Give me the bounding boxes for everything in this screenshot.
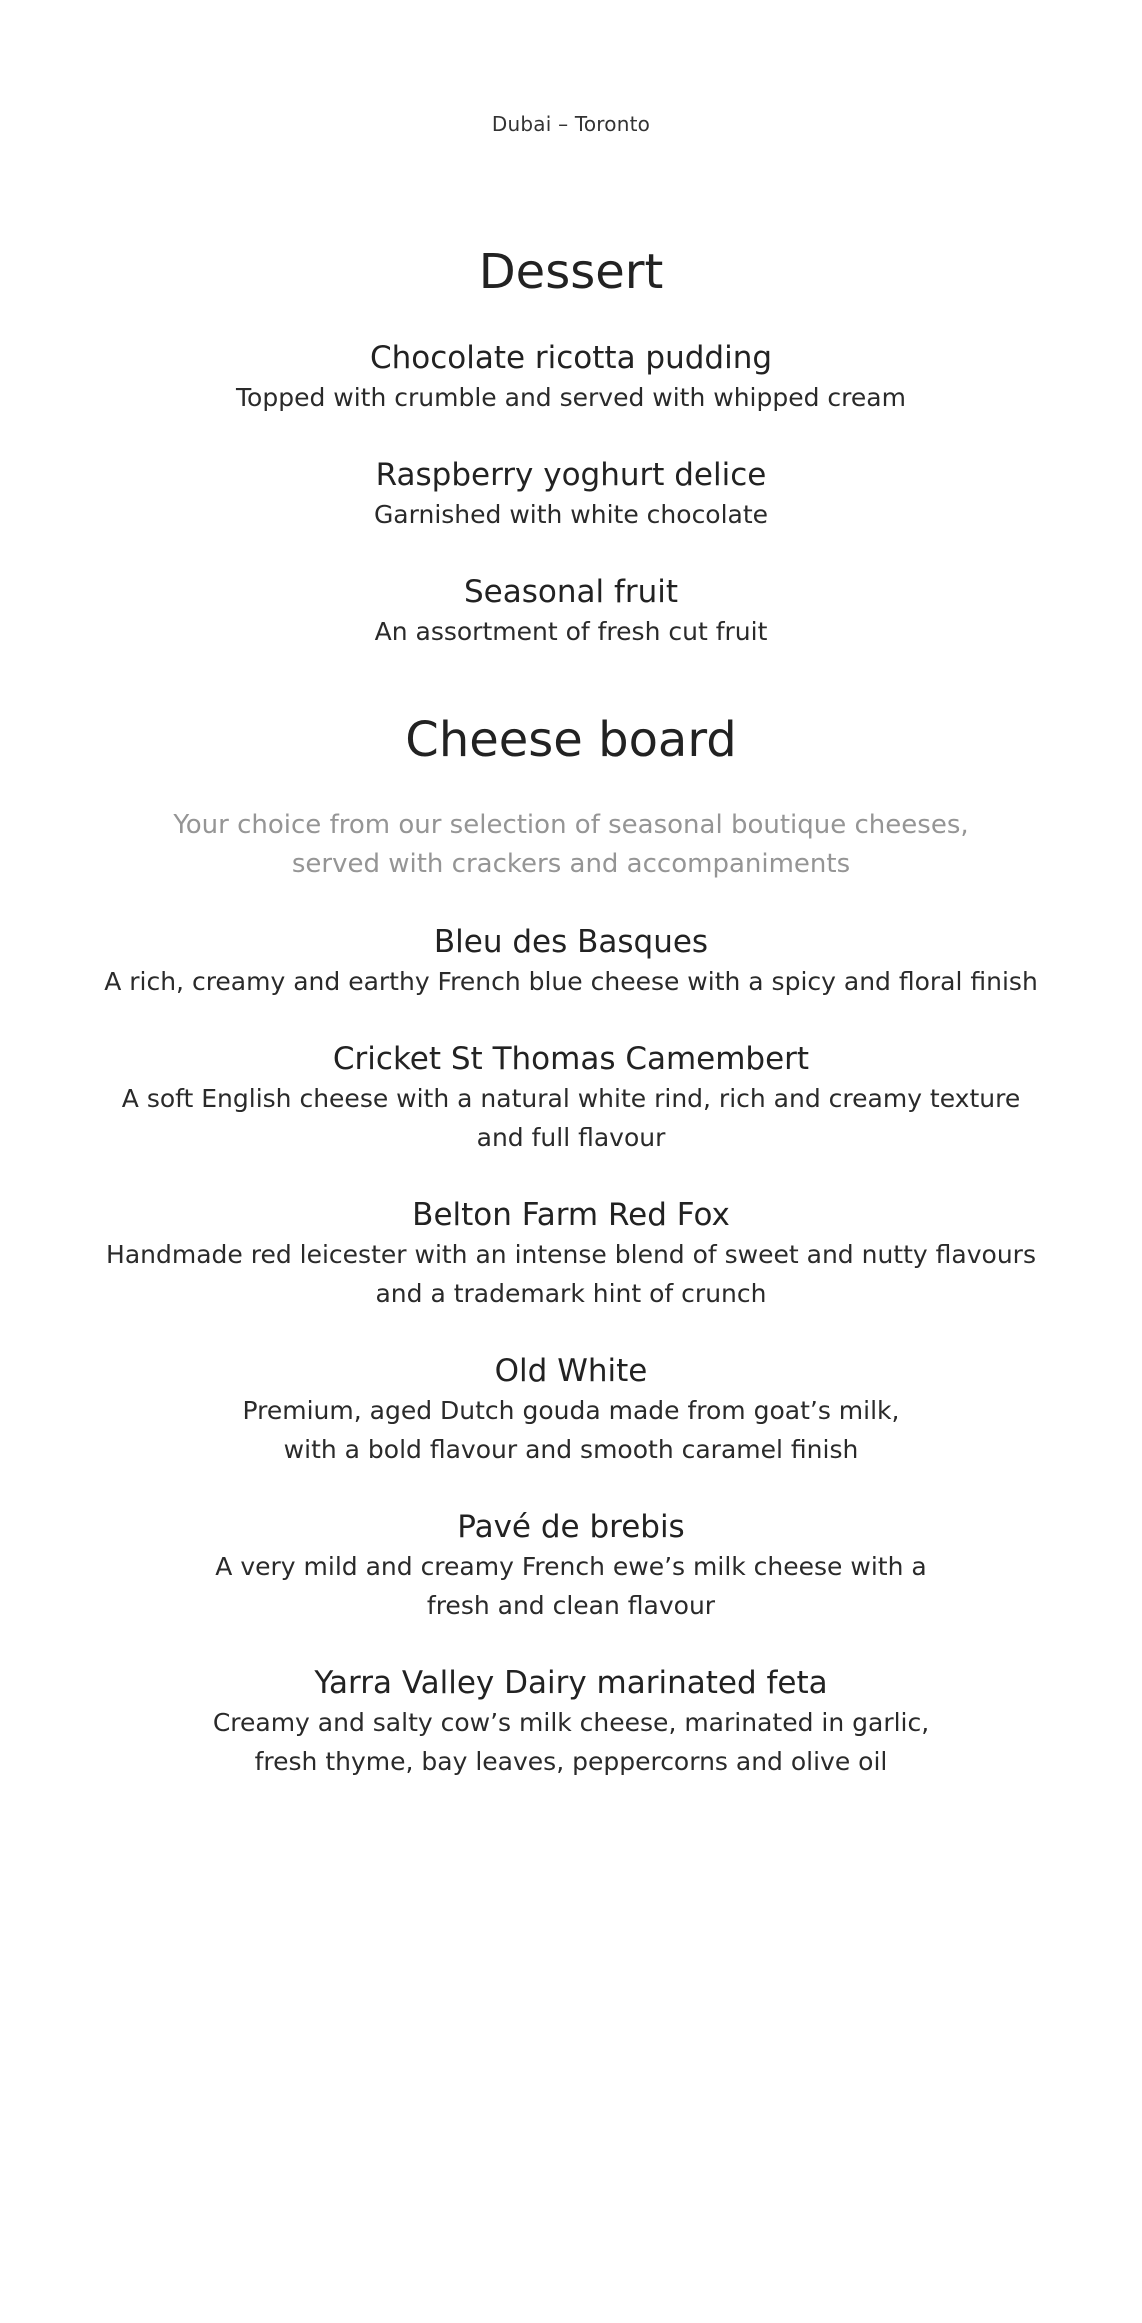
item-name: Cricket St Thomas Camembert [332,1041,810,1077]
item-description [0,1079,1142,1157]
intro-line: served with crackers and accompaniments [291,849,851,879]
description-line: Handmade red leicester with an intense blend of sweet and nutty flavours [106,1240,1036,1269]
item-description [0,1391,1142,1469]
description-line: A rich, creamy and earthy French blue cheese with a spicy and floral finish [104,967,1038,996]
description-line: Premium, aged Dutch gouda made from goat’s milk, [242,1396,900,1425]
dessert-item [0,572,1142,651]
item-description [0,495,1142,534]
item-description [0,1703,1142,1781]
cheese-board-title: Cheese board [405,712,737,768]
description-line: and a trademark hint of crunch [375,1279,767,1308]
item-description [0,1235,1142,1313]
item-name: Pavé de brebis [457,1509,685,1545]
dessert-item [0,455,1142,534]
description-line: with a bold flavour and smooth caramel finish [283,1435,859,1464]
cheese-item [0,1039,1142,1157]
cheese-item [0,1195,1142,1313]
cheese-item [0,1507,1142,1625]
item-name: Belton Farm Red Fox [412,1197,730,1233]
cheese-item [0,1351,1142,1469]
cheese-item [0,1663,1142,1781]
item-description [0,378,1142,417]
item-name: Chocolate ricotta pudding [369,340,773,376]
item-name: Raspberry yoghurt delice [375,457,767,493]
item-name: Seasonal fruit [463,574,679,610]
item-name: Yarra Valley Dairy marinated feta [314,1665,828,1701]
description-line: Topped with crumble and served with whipped cream [236,383,906,412]
item-description [0,1547,1142,1625]
description-line: fresh and clean flavour [426,1591,716,1620]
dessert-item [0,338,1142,417]
description-line: and full flavour [476,1123,666,1152]
description-line: fresh thyme, bay leaves, peppercorns and olive oil [254,1747,888,1776]
intro-line: Your choice from our selection of seasonal boutique cheeses, [173,810,969,840]
description-line: Creamy and salty cow’s milk cheese, marinated in garlic, [212,1708,930,1737]
item-name: Old White [494,1353,648,1389]
description-line: An assortment of fresh cut fruit [374,617,768,646]
item-description [0,612,1142,651]
route-label: Dubai – Toronto [491,112,651,136]
description-line: A soft English cheese with a natural white rind, rich and creamy texture [121,1084,1021,1113]
description-line: Garnished with white chocolate [373,500,769,529]
description-line: A very mild and creamy French ewe’s milk cheese with a [215,1552,927,1581]
item-name: Bleu des Basques [433,924,709,960]
cheese-item [0,922,1142,1001]
dessert-title: Dessert [478,244,664,300]
cheese-intro [0,806,1142,884]
item-description [0,962,1142,1001]
